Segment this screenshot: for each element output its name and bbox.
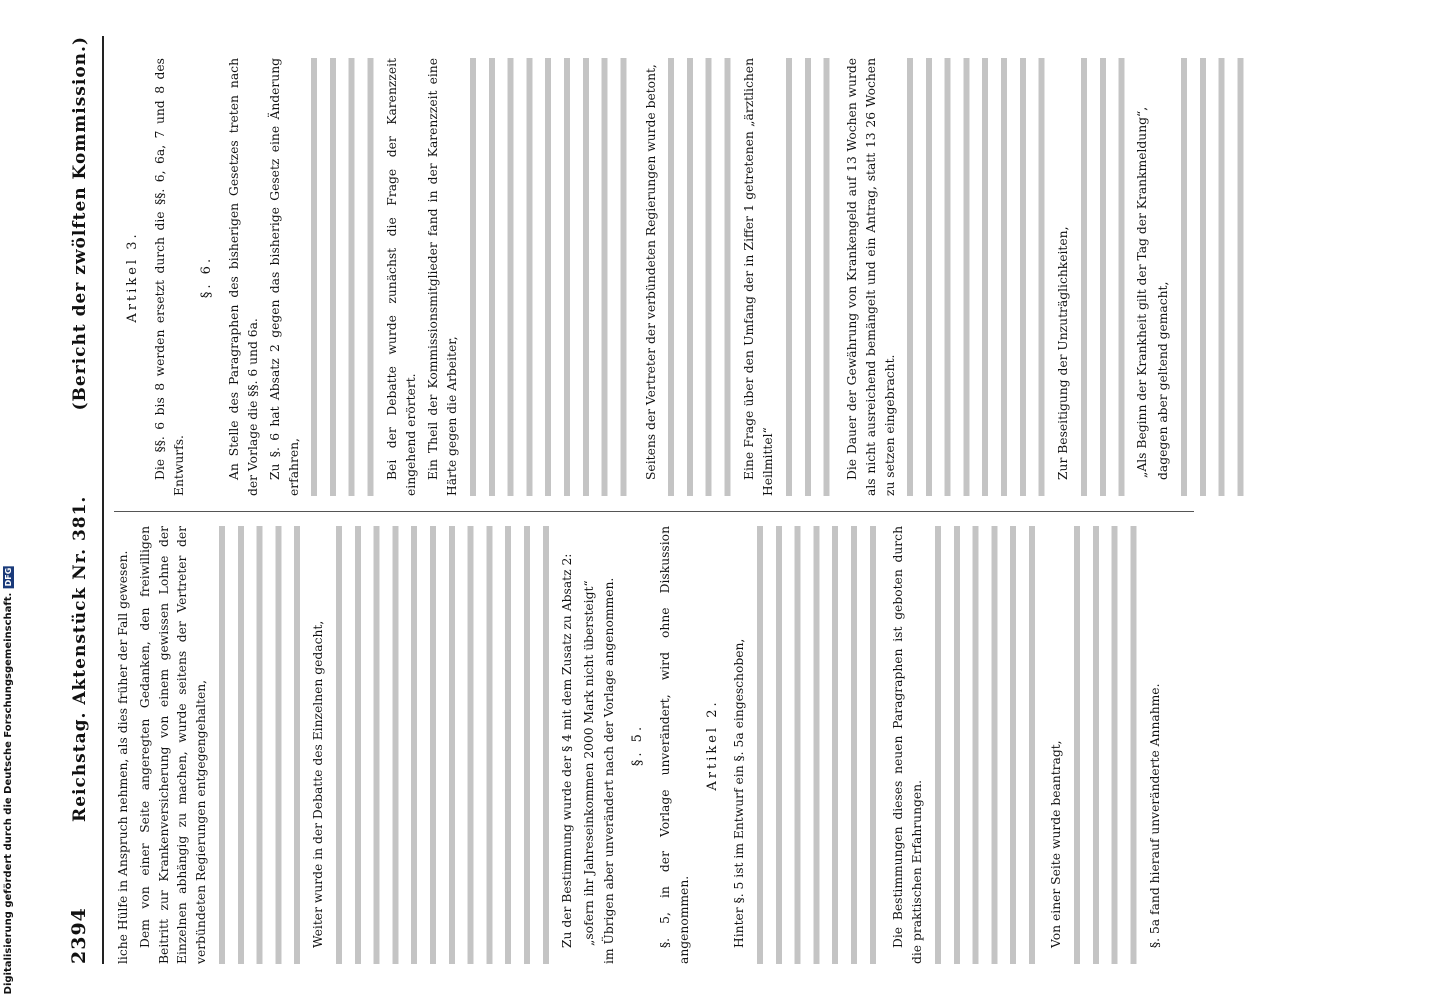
column-divider <box>114 511 1194 512</box>
section-heading: §. 5. <box>630 723 646 767</box>
paragraph: Seitens der Vertreter der verbündeten Regierungen wurde betont, <box>643 64 658 480</box>
illegible-text <box>902 58 1047 496</box>
credit-text: Digitalisierung gefördert durch die Deutsche Forschungsgemeinschaft. <box>3 592 14 994</box>
paragraph: Die §§. 6 bis 8 werden ersetzt durch die §§. 6, 6a, 7 und 8 des Entwurfs. <box>152 58 186 496</box>
page-header <box>68 36 98 964</box>
illegible-text <box>1076 58 1126 496</box>
paragraph: Hinter §. 5 ist im Entwurf ein §. 5a eingeschoben, <box>732 638 747 948</box>
paragraph: §. 5, in der Vorlage unverändert, wird ohne Diskussion angenommen. <box>657 526 691 964</box>
paragraph: Ein Theil der Kommissionsmitglieder fand in der Karenzzeit eine Härte gegen die Arbeiter, <box>425 58 459 496</box>
illegible-text <box>306 58 376 496</box>
article-heading: Artikel 3. <box>125 231 140 323</box>
paragraph: dagegen aber geltend gemacht, <box>1155 281 1170 480</box>
illegible-text <box>1069 526 1139 964</box>
paragraph: Von einer Seite wurde beantragt, <box>1048 740 1063 948</box>
paragraph: Die Dauer der Gewährung von Krankengeld auf 13 Wochen wurde als nicht ausreichend bemängelt und ein Antrag, statt 13 26 Wochen zu setzen eingebracht. <box>844 58 897 496</box>
illegible-text <box>752 526 882 964</box>
paragraph: Zu der Bestimmung wurde der § 4 mit dem Zusatz zu Absatz 2: <box>559 553 574 948</box>
section-heading: §. 6. <box>199 255 215 299</box>
page-subtitle: (Bericht der zwölften Kommission.) <box>70 36 90 411</box>
illegible-text <box>663 58 733 496</box>
quotation: „sofern ihr Jahreseinkommen 2000 Mark nicht übersteigt“ <box>581 580 596 946</box>
paragraph: An Stelle des Paragraphen des bisherigen Gesetzes treten nach der Vorlage die §§. 6 und 6a. <box>227 58 260 496</box>
illegible-text <box>1176 58 1246 496</box>
paragraph: Dem von einer Seite angeregten Gedanken, den freiwilligen Beitritt zur Krankenversicherung von einem gewissen Lohne der Einzelnen abhängig zu machen, wurde seitens der Vertreter der verbündeten Regierungen entgegengehalten, <box>137 526 209 964</box>
left-column <box>114 526 1167 964</box>
paragraph: Eine Frage über den Umfang der in Ziffer 1 getretenen „ärztlichen Heilmittel“ <box>742 58 776 496</box>
paragraph: im Übrigen aber unverändert nach der Vorlage angenommen. <box>602 577 617 964</box>
paragraph: Bei der Debatte wurde zunächst die Frage der Karenzzeit eingehend erörtert. <box>385 58 419 496</box>
digitization-credit <box>0 0 20 1000</box>
page-number: 2394 <box>68 907 90 964</box>
paragraph: Zu §. 6 hat Absatz 2 gegen das bisherige Gesetz eine Änderung erfahren, <box>267 58 301 496</box>
header-rule <box>102 36 104 964</box>
paragraph: liche Hülfe in Anspruch nehmen, als dies früher der Fall gewesen. <box>116 550 130 964</box>
paragraph: Die Bestimmungen dieses neuen Paragraphen ist geboten durch die praktischen Erfahrungen. <box>891 526 924 964</box>
page-title: Reichstag. Aktenstück Nr. 381. <box>70 495 90 822</box>
illegible-text <box>930 526 1040 964</box>
paragraph: Zur Beseitigung der Unzuträglichkeiten, <box>1056 226 1071 480</box>
quotation: „Als Beginn der Krankheit gilt der Tag der Krankmeldung“, <box>1135 106 1150 478</box>
illegible-text <box>214 526 302 964</box>
illegible-text <box>465 58 635 496</box>
paragraph: Weiter wurde in der Debatte des Einzelnen gedacht, <box>310 620 325 948</box>
dfg-logo: DFG <box>4 567 13 587</box>
paragraph: §. 5a fand hierauf unveränderte Annahme. <box>1147 683 1162 948</box>
illegible-text <box>781 58 836 496</box>
right-column <box>114 58 1253 496</box>
document-page <box>64 0 1344 1000</box>
article-heading: Artikel 2. <box>704 699 720 791</box>
illegible-text <box>331 526 551 964</box>
